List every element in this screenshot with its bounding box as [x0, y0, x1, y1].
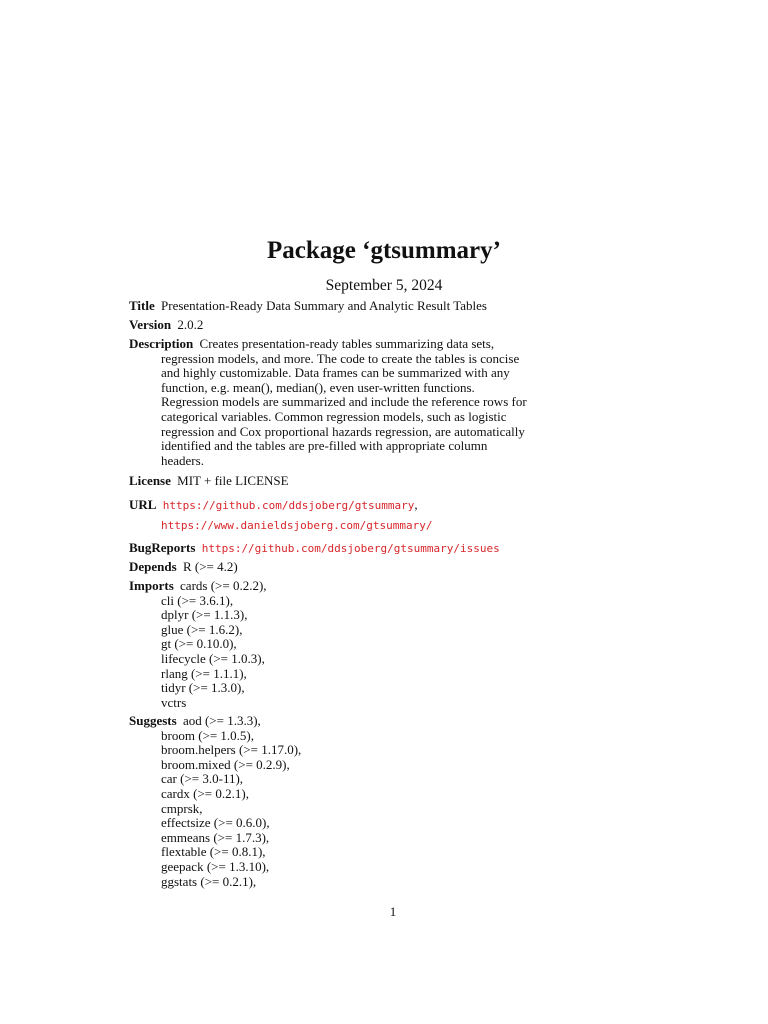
field-label: Depends	[129, 559, 177, 574]
field-license	[129, 474, 539, 489]
description-line: function, e.g. mean(), median(), even user-written functions.	[161, 379, 475, 395]
field-label: BugReports	[129, 540, 196, 555]
field-label: Imports	[129, 578, 174, 593]
field-suggests	[129, 714, 539, 889]
suggest-item: flextable (>= 0.8.1),	[161, 844, 266, 860]
description-line: regression models, and more. The code to create the tables is concise	[161, 350, 520, 366]
bugreports-link[interactable]: https://github.com/ddsjoberg/gtsummary/issues	[201, 542, 500, 555]
description-line: headers.	[161, 452, 204, 468]
description-line: categorical variables. Common regression models, such as logistic	[161, 408, 507, 424]
url-link-website[interactable]: https://www.danieldsjoberg.com/gtsummary/	[161, 518, 433, 532]
import-item: cards (>= 0.2.2),	[180, 578, 267, 593]
suggest-item: broom (>= 1.0.5),	[161, 727, 255, 743]
field-value: Presentation-Ready Data Summary and Analytic Result Tables	[161, 298, 487, 313]
suggest-item: broom.mixed (>= 0.2.9),	[161, 756, 290, 772]
field-title	[129, 299, 539, 314]
description-line: identified and the tables are pre-filled with appropriate column	[161, 438, 488, 454]
import-item: glue (>= 1.6.2),	[161, 621, 243, 637]
import-item: vctrs	[161, 694, 187, 710]
field-label: License	[129, 473, 171, 488]
import-item: dplyr (>= 1.1.3),	[161, 607, 248, 623]
suggest-item: cmprsk,	[161, 800, 203, 816]
suggest-item: broom.helpers (>= 1.17.0),	[161, 742, 302, 758]
suggest-item: emmeans (>= 1.7.3),	[161, 829, 270, 845]
field-imports	[129, 579, 539, 710]
suggest-item: aod (>= 1.3.3),	[182, 713, 261, 728]
import-item: gt (>= 0.10.0),	[161, 636, 237, 652]
field-label: Title	[129, 298, 155, 313]
field-version	[129, 318, 539, 333]
description-line: and highly customizable. Data frames can be summarized with any	[161, 365, 510, 381]
url-link-github[interactable]: https://github.com/ddsjoberg/gtsummary	[162, 499, 415, 512]
description-line: Creates presentation-ready tables summarizing data sets,	[199, 336, 495, 351]
import-item: lifecycle (>= 1.0.3),	[161, 650, 265, 666]
suggest-item: ggstats (>= 0.2.1),	[161, 873, 257, 889]
publication-date: September 5, 2024	[325, 277, 443, 294]
field-description	[129, 337, 539, 468]
field-value: R (>= 4.2)	[182, 559, 238, 574]
field-value: MIT + file LICENSE	[177, 473, 289, 488]
field-label: Description	[129, 336, 194, 351]
field-value: 2.0.2	[177, 317, 204, 332]
suggest-item: cardx (>= 0.2.1),	[161, 785, 249, 801]
import-item: tidyr (>= 1.3.0),	[161, 680, 245, 696]
field-bugreports	[129, 541, 539, 557]
package-title: Package ‘gtsummary’	[267, 237, 501, 264]
import-item: cli (>= 3.6.1),	[161, 592, 234, 608]
page-number: 1	[389, 904, 397, 919]
field-label: Version	[129, 317, 172, 332]
import-item: rlang (>= 1.1.1),	[161, 665, 247, 681]
description-line: Regression models are summarized and include the reference rows for	[161, 394, 527, 410]
suggest-item: geepack (>= 1.3.10),	[161, 858, 270, 874]
suggest-item: car (>= 3.0-11),	[161, 771, 244, 787]
field-label: Suggests	[129, 713, 177, 728]
description-line: regression and Cox proportional hazards regression, are automatically	[161, 423, 525, 439]
field-url: URL https://github.com/ddsjoberg/gtsummary, https://www.danieldsjoberg.com/gtsummary/	[129, 497, 433, 532]
field-depends	[129, 560, 539, 575]
suggest-item: effectsize (>= 0.6.0),	[161, 815, 270, 831]
field-label: URL	[129, 497, 157, 512]
